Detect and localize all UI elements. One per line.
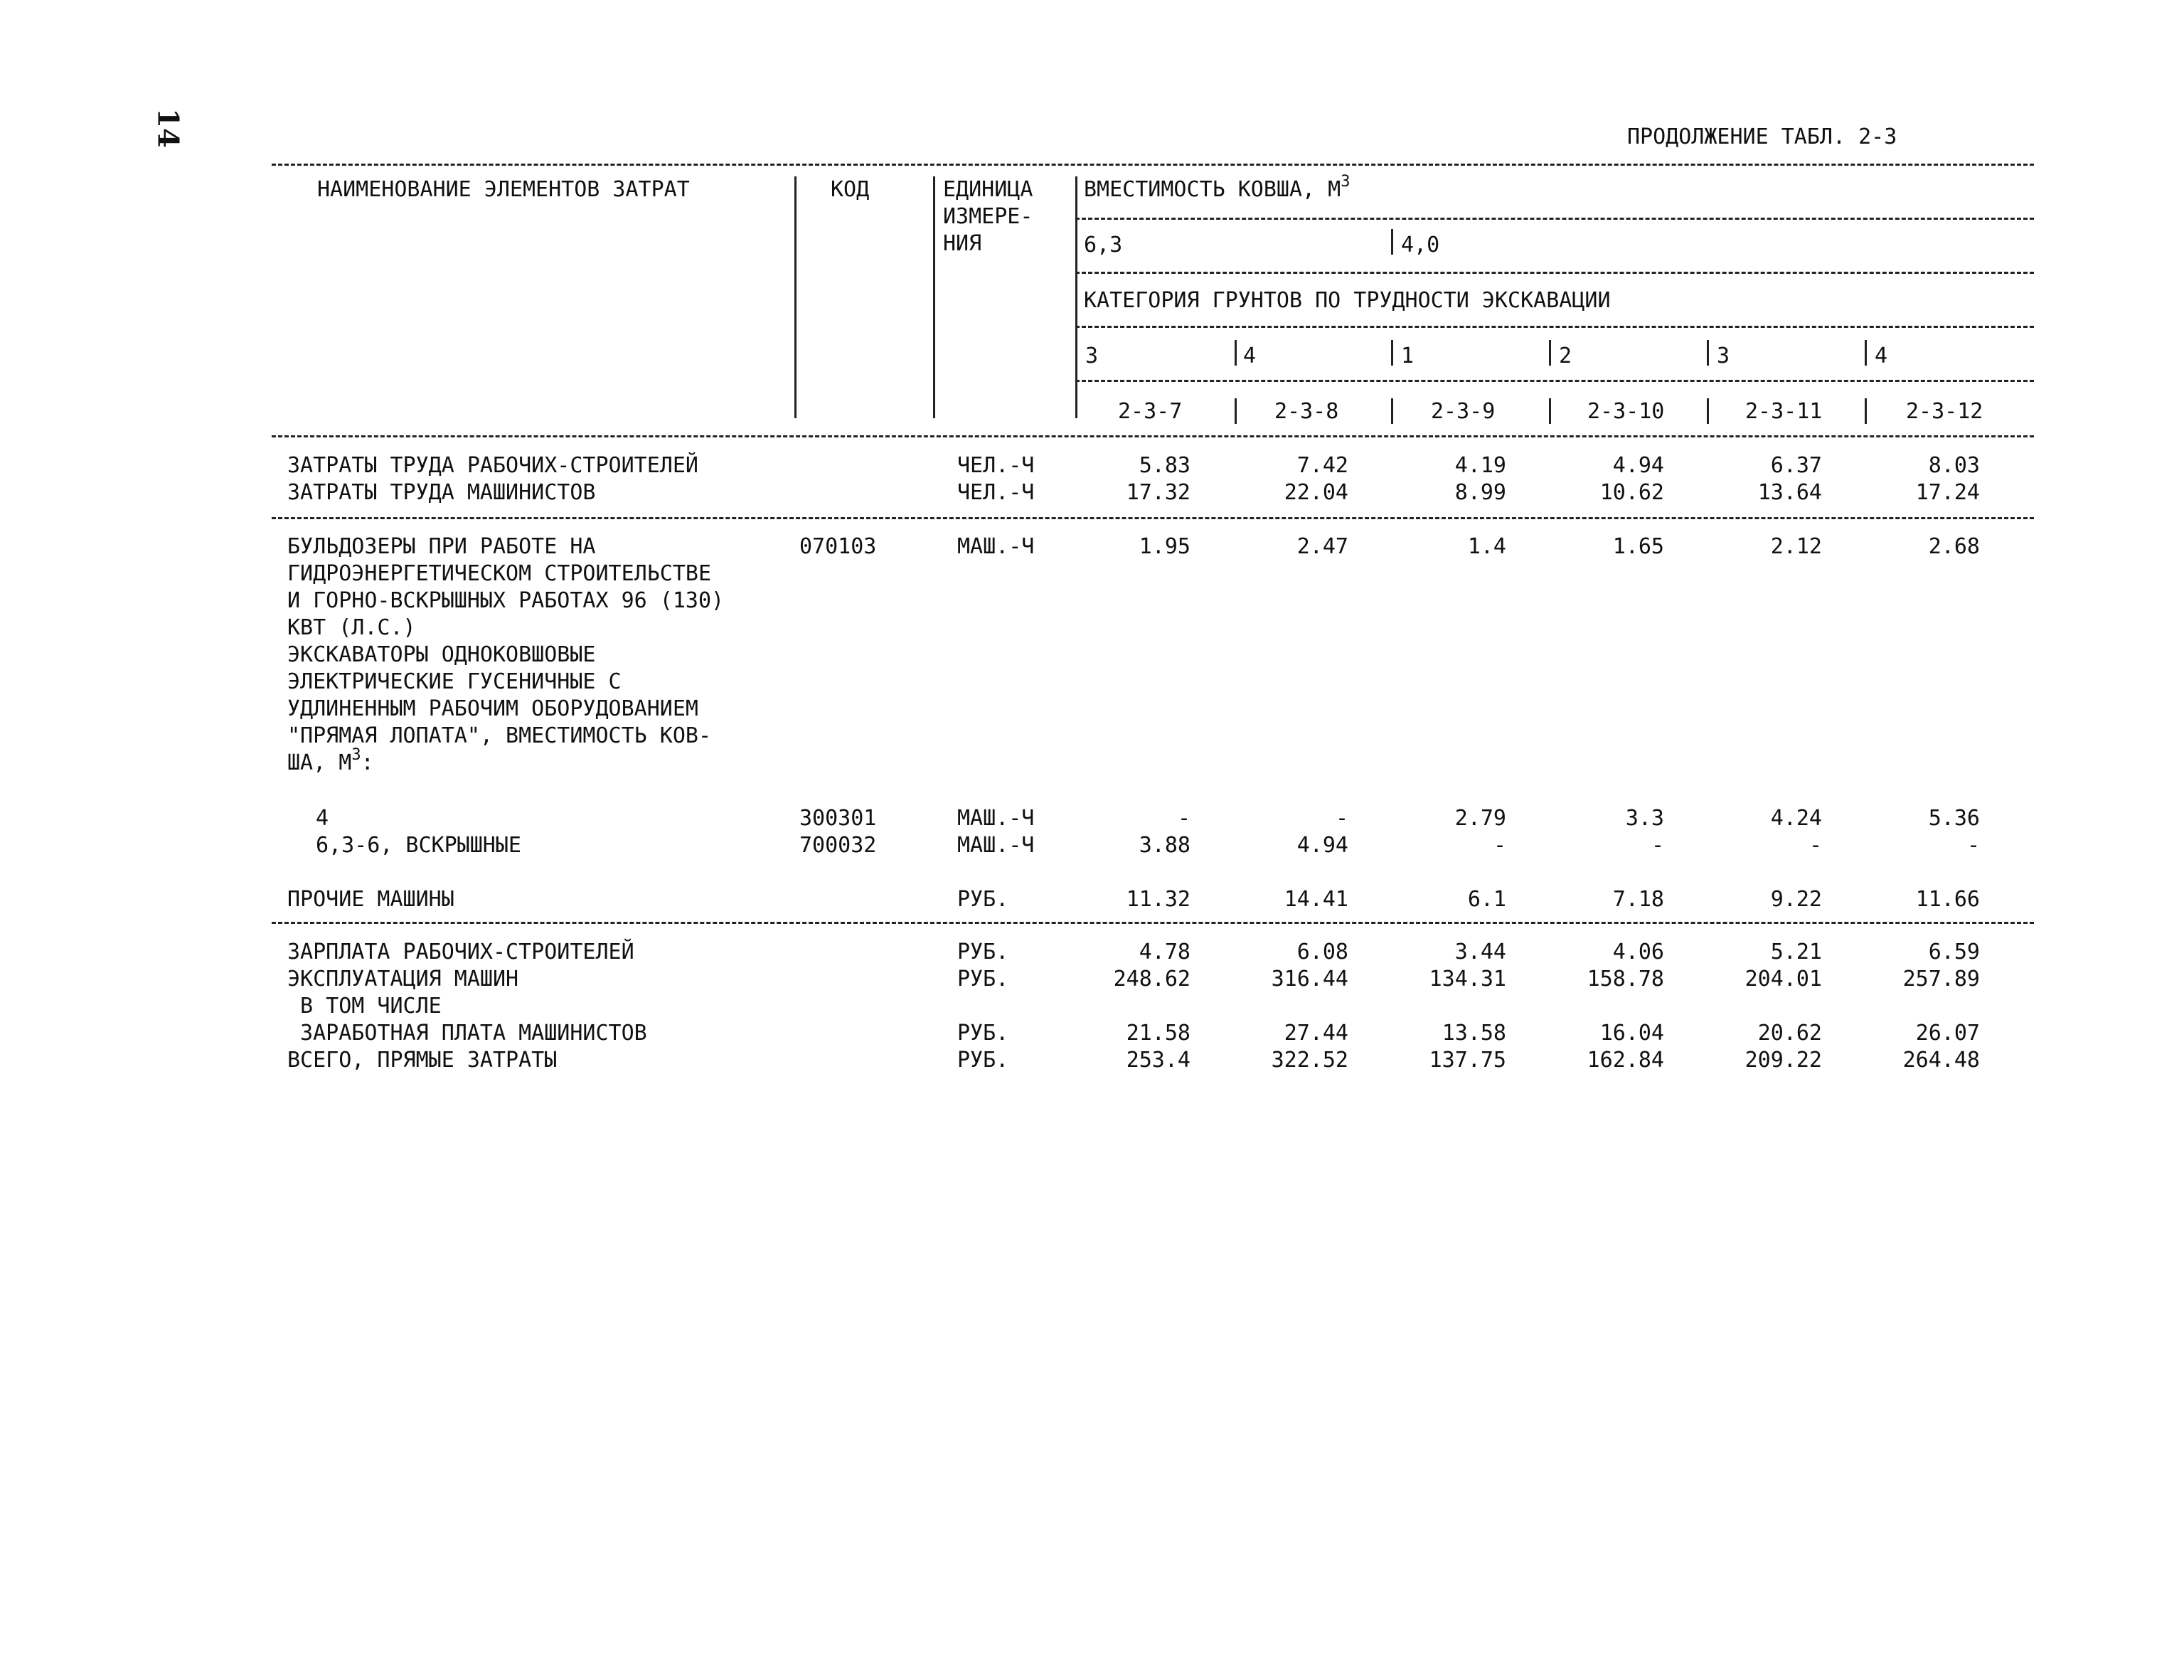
excavator-name-line: УДЛИНЕННЫМ РАБОЧИМ ОБОРУДОВАНИЕМ — [287, 696, 698, 721]
bulldozer-value: 2.68 — [1928, 534, 1980, 559]
rule-soil — [1075, 326, 2034, 328]
excavator-stripping-code: 700032 — [799, 833, 877, 858]
bulldozer-name-line: КВТ (Л.С.) — [287, 615, 416, 640]
divider-code-4 — [1549, 398, 1551, 424]
rule-top — [272, 164, 2034, 166]
operators-wages-value: 16.04 — [1599, 1021, 1664, 1046]
bulldozer-name-line: И ГОРНО-ВСКРЫШНЫХ РАБОТАХ 96 (130) — [287, 588, 725, 613]
row-labor-operators-value: 17.32 — [1126, 480, 1190, 505]
bulldozer-name-line: БУЛЬДОЗЕРЫ ПРИ РАБОТЕ НА — [287, 534, 596, 559]
total-direct-costs-value: 137.75 — [1429, 1048, 1506, 1073]
bulldozer-value: 2.47 — [1296, 534, 1348, 559]
divider-size — [1391, 229, 1393, 255]
divider-code-2 — [1235, 398, 1237, 424]
operators-wages-value: 26.07 — [1915, 1021, 1980, 1046]
row-labor-workers-value: 6.37 — [1770, 453, 1822, 478]
divider-cat-4 — [1549, 340, 1551, 366]
wages-workers-name: ЗАРПЛАТА РАБОЧИХ-СТРОИТЕЛЕЙ — [287, 940, 634, 964]
other-machines-value: 6.1 — [1467, 887, 1506, 912]
excavator-stripping-value: 3.88 — [1139, 833, 1190, 858]
other-machines-unit: РУБ. — [957, 887, 1009, 912]
operators-wages-value: 13.58 — [1442, 1021, 1506, 1046]
excavator-stripping-value: - — [1966, 833, 1980, 858]
rule-categories — [1075, 380, 2034, 382]
operators-wages-name: ЗАРАБОТНАЯ ПЛАТА МАШИНИСТОВ — [287, 1021, 647, 1046]
soil-category-1: 3 — [1085, 344, 1099, 368]
header-unit-2: ИЗМЕРЕ- — [943, 204, 1033, 229]
excavator-4-value: - — [1177, 806, 1190, 831]
machine-operation-name: ЭКСПЛУАТАЦИЯ МАШИН — [287, 967, 519, 991]
divider-code-5 — [1707, 398, 1709, 424]
column-code-1: 2-3-7 — [1118, 399, 1183, 424]
row-labor-operators-value: 10.62 — [1599, 480, 1664, 505]
column-code-4: 2-3-10 — [1587, 399, 1665, 424]
row-labor-operators-unit: ЧЕЛ.-Ч — [957, 480, 1035, 505]
wages-workers-value: 4.06 — [1612, 940, 1664, 964]
total-direct-costs-value: 162.84 — [1587, 1048, 1664, 1073]
excavator-name-line: ЭКСКАВАТОРЫ ОДНОКОВШОВЫЕ — [287, 642, 596, 667]
excavator-4-value: - — [1335, 806, 1348, 831]
wages-workers-value: 6.59 — [1928, 940, 1980, 964]
total-direct-costs-value: 322.52 — [1271, 1048, 1348, 1073]
excavator-4-unit: МАШ.-Ч — [957, 806, 1035, 831]
other-machines-value: 14.41 — [1284, 887, 1348, 912]
header-unit-1: ЕДИНИЦА — [943, 177, 1033, 202]
total-direct-costs-value: 264.48 — [1902, 1048, 1980, 1073]
excavator-stripping-value: 4.94 — [1296, 833, 1348, 858]
excavator-4-value: 2.79 — [1454, 806, 1506, 831]
rule-section1 — [272, 517, 2034, 519]
wages-workers-value: 3.44 — [1454, 940, 1506, 964]
row-labor-workers-value: 8.03 — [1928, 453, 1980, 478]
divider-code-6 — [1865, 398, 1867, 424]
excavator-name-last: ША, $М^3$: — [287, 746, 374, 775]
rule-section2 — [272, 922, 2034, 924]
divider-code-3 — [1391, 398, 1393, 424]
other-machines-value: 11.66 — [1915, 887, 1980, 912]
other-machines-value: 9.22 — [1770, 887, 1822, 912]
wages-workers-value: 4.78 — [1139, 940, 1190, 964]
column-code-5: 2-3-11 — [1745, 399, 1823, 424]
bulldozer-unit: МАШ.-Ч — [957, 534, 1035, 559]
excavator-4-name: 4 — [316, 806, 329, 831]
divider-cat-3 — [1391, 340, 1393, 366]
bulldozer-name-line: ГИДРОЭНЕРГЕТИЧЕСКОМ СТРОИТЕЛЬСТВЕ — [287, 561, 712, 586]
excavator-4-value: 5.36 — [1928, 806, 1980, 831]
rule-sizes — [1075, 272, 2034, 274]
header-soil-caption: КАТЕГОРИЯ ГРУНТОВ ПО ТРУДНОСТИ ЭКСКАВАЦИИ — [1084, 288, 1611, 313]
divider-unit — [933, 176, 935, 418]
machine-operation-value: 134.31 — [1429, 967, 1506, 991]
header-bucket-size-1: 6,3 — [1084, 233, 1123, 257]
divider-values — [1075, 176, 1077, 418]
excavator-stripping-unit: МАШ.-Ч — [957, 833, 1035, 858]
rule-bucket — [1075, 218, 2034, 220]
column-code-2: 2-3-8 — [1274, 399, 1339, 424]
divider-cat-5 — [1707, 340, 1709, 366]
column-code-6: 2-3-12 — [1906, 399, 1983, 424]
bulldozer-value: 2.12 — [1770, 534, 1822, 559]
other-machines-name: ПРОЧИЕ МАШИНЫ — [287, 887, 454, 912]
other-machines-value: 11.32 — [1126, 887, 1190, 912]
row-labor-workers-name: ЗАТРАТЫ ТРУДА РАБОЧИХ-СТРОИТЕЛЕЙ — [287, 453, 698, 478]
excavator-4-value: 3.3 — [1625, 806, 1664, 831]
bulldozer-code: 070103 — [799, 534, 877, 559]
total-direct-costs-unit: РУБ. — [957, 1048, 1009, 1073]
row-labor-operators-value: 17.24 — [1915, 480, 1980, 505]
operators-wages-value: 27.44 — [1284, 1021, 1348, 1046]
excavator-stripping-value: - — [1651, 833, 1664, 858]
machine-operation-value: 316.44 — [1271, 967, 1348, 991]
machine-operation-value: 248.62 — [1113, 967, 1190, 991]
row-labor-workers-value: 4.94 — [1612, 453, 1664, 478]
header-bucket-size-2: 4,0 — [1401, 233, 1440, 257]
column-code-3: 2-3-9 — [1431, 399, 1496, 424]
total-direct-costs-value: 209.22 — [1744, 1048, 1822, 1073]
operators-wages-unit: РУБ. — [957, 1021, 1009, 1046]
excavator-stripping-value: - — [1493, 833, 1506, 858]
excavator-name-line: ЭЛЕКТРИЧЕСКИЕ ГУСЕНИЧНЫЕ С — [287, 669, 622, 694]
operators-wages-value: 21.58 — [1126, 1021, 1190, 1046]
header-unit-3: НИЯ — [943, 231, 982, 256]
bulldozer-value: 1.4 — [1467, 534, 1506, 559]
other-machines-value: 7.18 — [1612, 887, 1664, 912]
excavator-4-value: 4.24 — [1770, 806, 1822, 831]
continuation-title: ПРОДОЛЖЕНИЕ ТАБЛ. 2-3 — [1627, 124, 1897, 149]
soil-category-2: 4 — [1243, 344, 1257, 368]
row-labor-workers-unit: ЧЕЛ.-Ч — [957, 453, 1035, 478]
header-bucket-caption: ВМЕСТИМОСТЬ КОВША, $М^3$ — [1084, 173, 1351, 202]
machine-operation-value: 257.89 — [1902, 967, 1980, 991]
row-labor-workers-value: 4.19 — [1454, 453, 1506, 478]
row-labor-operators-name: ЗАТРАТЫ ТРУДА МАШИНИСТОВ — [287, 480, 596, 505]
divider-code — [794, 176, 797, 418]
row-labor-operators-value: 13.64 — [1757, 480, 1822, 505]
bulldozer-value: 1.95 — [1139, 534, 1190, 559]
machine-operation-unit: РУБ. — [957, 967, 1009, 991]
divider-cat-6 — [1865, 340, 1867, 366]
machine-operation-value: 204.01 — [1744, 967, 1822, 991]
wages-workers-value: 6.08 — [1296, 940, 1348, 964]
header-code: КОД — [831, 177, 870, 202]
soil-category-3: 1 — [1401, 344, 1415, 368]
wages-workers-value: 5.21 — [1770, 940, 1822, 964]
excavator-stripping-value: - — [1809, 833, 1822, 858]
wages-workers-unit: РУБ. — [957, 940, 1009, 964]
total-direct-costs-name: ВСЕГО, ПРЯМЫЕ ЗАТРАТЫ — [287, 1048, 558, 1073]
row-labor-operators-value: 8.99 — [1454, 480, 1506, 505]
row-labor-workers-value: 5.83 — [1139, 453, 1190, 478]
total-direct-costs-value: 253.4 — [1126, 1048, 1190, 1073]
bulldozer-value: 1.65 — [1612, 534, 1664, 559]
excavator-name-line: "ПРЯМАЯ ЛОПАТА", ВМЕСТИМОСТЬ КОВ- — [287, 723, 712, 748]
row-labor-operators-value: 22.04 — [1284, 480, 1348, 505]
excavator-4-code: 300301 — [799, 806, 877, 831]
operators-wages-value: 20.62 — [1757, 1021, 1822, 1046]
rule-header-bottom — [272, 435, 2034, 437]
page-number: 14 — [151, 108, 185, 148]
soil-category-5: 3 — [1717, 344, 1730, 368]
including-label: В ТОМ ЧИСЛЕ — [287, 994, 442, 1019]
soil-category-4: 2 — [1559, 344, 1572, 368]
row-labor-workers-value: 7.42 — [1296, 453, 1348, 478]
divider-cat-2 — [1235, 340, 1237, 366]
machine-operation-value: 158.78 — [1587, 967, 1664, 991]
header-name: НАИМЕНОВАНИЕ ЭЛЕМЕНТОВ ЗАТРАТ — [317, 177, 690, 202]
excavator-stripping-name: 6,3-6, ВСКРЫШНЫЕ — [316, 833, 521, 858]
soil-category-6: 4 — [1875, 344, 1888, 368]
